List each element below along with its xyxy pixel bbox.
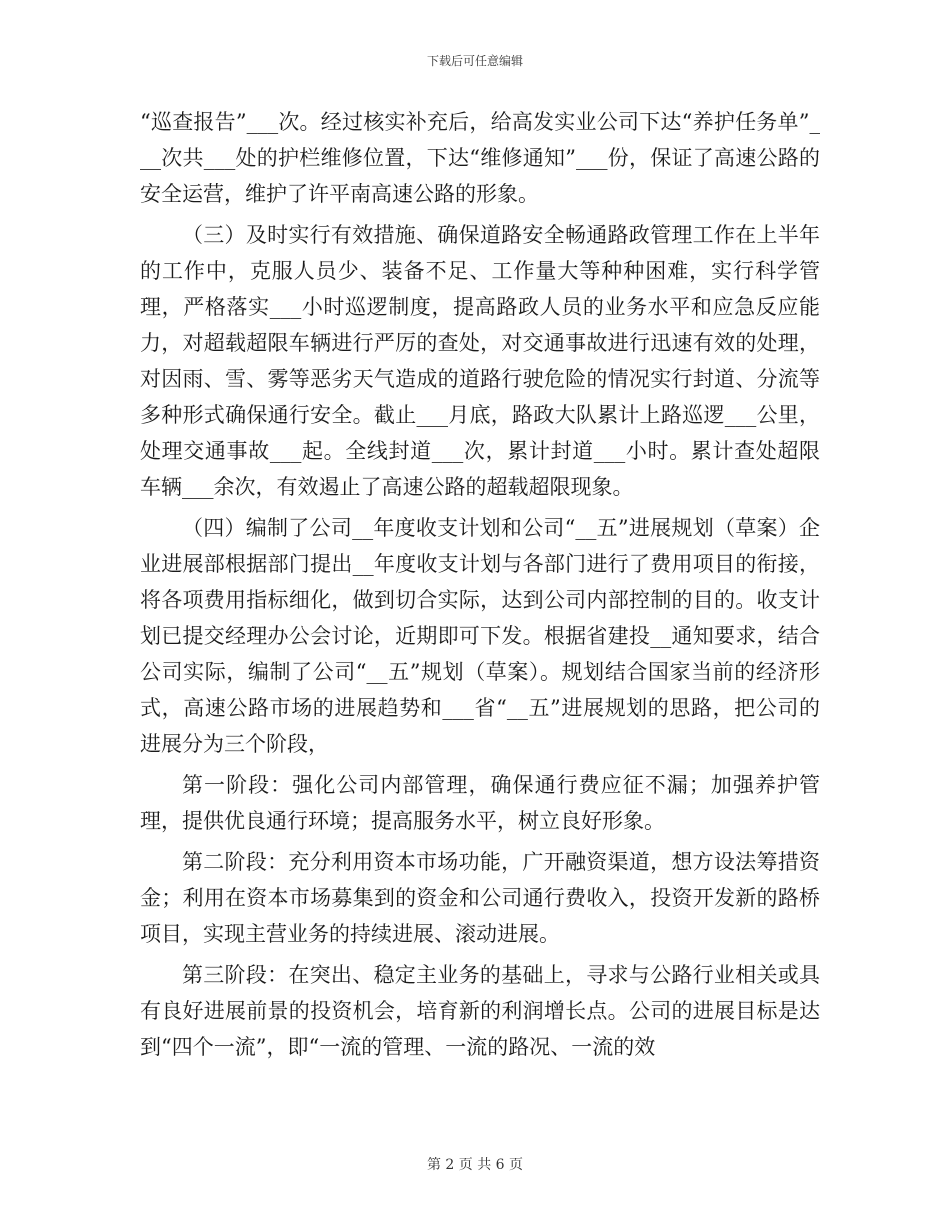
- paragraph-inspection-report: “巡查报告”___次。经过核实补充后，给高发实业公司下达“养护任务单”___次共___处的护栏维修位置，下达“维修通知”___份，保证了高速公路的安全运营，维护了许平南高速公路的形象。: [140, 110, 820, 206]
- paragraph-stage-two: 第二阶段：充分利用资本市场功能，广开融资渠道，想方设法筹措资金；利用在资本市场募集到的资金和公司通行费收入，投资开发新的路桥项目，实现主营业务的持续进展、滚动进展。: [140, 850, 820, 946]
- page-number: 第 2 页 共 6 页: [426, 1157, 524, 1173]
- paragraph-road-safety: （三）及时实行有效措施、确保道路安全畅通路政管理工作在上半年的工作中，克服人员少、装备不足、工作量大等种种困难，实行科学管理，严格落实___小时巡逻制度，提高路政人员的业务水平和应急反应能力，对超载超限车辆进行严厉的查处，对交通事故进行迅速有效的处理，对因雨、雪、雾等恶劣天气造成的道路行驶危险的情况实行封道、分流等多种形式确保通行安全。截止___月底，路政大队累计上路巡逻___公里，处理交通事故___起。全线封道___次，累计封道___小时。累计查处超限车辆___余次，有效遏止了高速公路的超载超限现象。: [140, 223, 820, 499]
- paragraph-stage-three: 第三阶段：在突出、稳定主业务的基础上，寻求与公路行业相关或具有良好进展前景的投资机会，培育新的利润增长点。公司的进展目标是达到“四个一流”，即“一流的管理、一流的路况、一流的效: [140, 963, 820, 1059]
- paragraph-budget-plan: （四）编制了公司__年度收支计划和公司“__五”进展规划（草案）企业进展部根据部门提出__年度收支计划与各部门进行了费用项目的衔接，将各项费用指标细化，做到切合实际，达到公司内部控制的目的。收支计划已提交经理办公会讨论，近期即可下发。根据省建投__通知要求，结合公司实际，编制了公司“__五”规划（草案）。规划结合国家当前的经济形式，高速公路市场的进展趋势和___省“__五”进展规划的思路，把公司的进展分为三个阶段，: [140, 516, 820, 756]
- document-body: [140, 104, 820, 1070]
- page-header-note: 下载后可任意编辑: [426, 54, 523, 68]
- paragraph-stage-one: 第一阶段：强化公司内部管理，确保通行费应征不漏；加强养护管理，提供优良通行环境；提高服务水平，树立良好形象。: [140, 773, 820, 833]
